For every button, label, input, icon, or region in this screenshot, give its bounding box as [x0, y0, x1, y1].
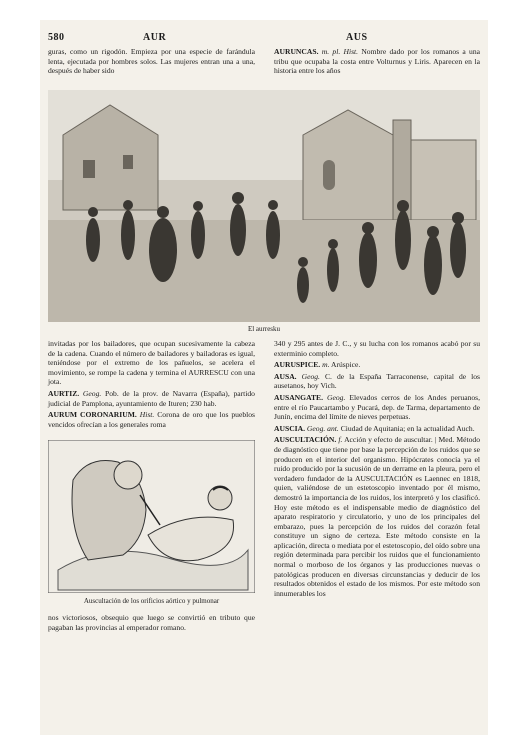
auscultation-illustration [48, 440, 255, 593]
entry-ausangate: AUSANGATE. Geog. Elevados cerros de los Andes peruanos, entre el río Paucartambo y Pucará, dep. de Tarma, departamento de Junín, encima del límite de nieves perpetuas. [274, 392, 481, 422]
top-left-text: guras, como un rigodón. Empieza por una especie de farándula lenta, ejecutada por hombres solos. Las mujeres entran una a una, después de haber sido [48, 47, 255, 76]
guide-word-right: AUS [346, 32, 368, 43]
entry-auruspice: AURUSPICE. m. Arúspice. [274, 360, 361, 370]
encyclopedia-page [40, 20, 488, 735]
entry-aurtiz: AURTIZ. Geog. Pob. de la prov. de Navarra (España), partido judicial de Pamplona, ayuntamiento de Ituren; 230 hab. [48, 388, 255, 408]
entry-term: AURUNCAS. [274, 47, 319, 56]
auscultation-drawing [48, 440, 255, 593]
page-header [48, 32, 480, 46]
entry-text: Nombre dado por los romanos a una tribu que ocupaba la costa entre Volturnus y Liris. Aparecen en la historia entre los años [274, 47, 480, 76]
left-column-bottom: nos victoriosos, obsequio que luego se convirtió en tributo que pagaban las provincias al emperador romano. [48, 613, 255, 632]
page-number: 580 [48, 32, 65, 43]
entry-auscia: AUSCIA. Geog. ant. Ciudad de Aquitania; en la actualidad Auch. [274, 423, 475, 433]
entry-auscultacion: AUSCULTACIÓN. f. Acción y efecto de auscultar. | Med. Método de diagnóstico que tiene por base la percepción de los ruidos que se producen en el interior del organismo. Hipócrates conocía ya el ruido producido por la sucusión de un derrame en la pleura, pero el verdadero fundador de la AUSCULTACIÓN es Laennec en 1818, quien, valiéndose de un estetoscopio inventado por él mismo, demostró la importancia de los ruidos, los interpretó y los clasificó. Hoy este método es el indispensable medio de diagnóstico del aparato respiratorio y circulatorio, y uno de los principales del embarazo, pues la percepción de los ruidos del corazón fetal constituye un signo de certeza. Este método consiste en la aplicación, directa o mediata por el estetoscopio, del oído sobre una región determinada para percibir los ruidos que el funcionamiento normal o morboso de los órganos y las producciones nuevas o patológicas producen en diversas circunstancias y deducir de los resultados obtenidos el estado de los mismos. Por este método son innumerables los [274, 435, 481, 598]
figure-caption-aurresku: El aurresku [247, 325, 281, 333]
entry-aurum-coronarium: AURUM CORONARIUM. Hist. Corona de oro que los pueblos vencidos ofrecían a los generales roma [48, 410, 255, 429]
top-right-entry [274, 47, 480, 78]
left-column-middle [48, 339, 255, 431]
right-column [274, 339, 480, 600]
figure-caption-auscultation: Auscultación de los orificios aórtico y pulmonar [83, 597, 220, 605]
entry-tags: m. pl. Hist. [321, 47, 359, 56]
aurresku-illustration [48, 90, 480, 322]
paragraph: 340 y 295 antes de J. C., y su lucha con los romanos acabó por su exterminio completo. [274, 339, 480, 358]
aurresku-dance-scene [48, 90, 480, 322]
guide-word-left: AUR [143, 32, 167, 43]
paragraph: invitadas por los bailadores, que ocupan sucesivamente la cabeza de la cadena. Cuando el número de bailadores y bailadoras es igual, teniéndose por el extremo de los pañuelos, se acelera el movimiento, se rompe la cadena y termina el AURRESCU con una jota. [48, 339, 255, 387]
entry-ausa: AUSA. Geog. C. de la España Tarraconense, capital de los ausetanos, hoy Vich. [274, 371, 480, 391]
